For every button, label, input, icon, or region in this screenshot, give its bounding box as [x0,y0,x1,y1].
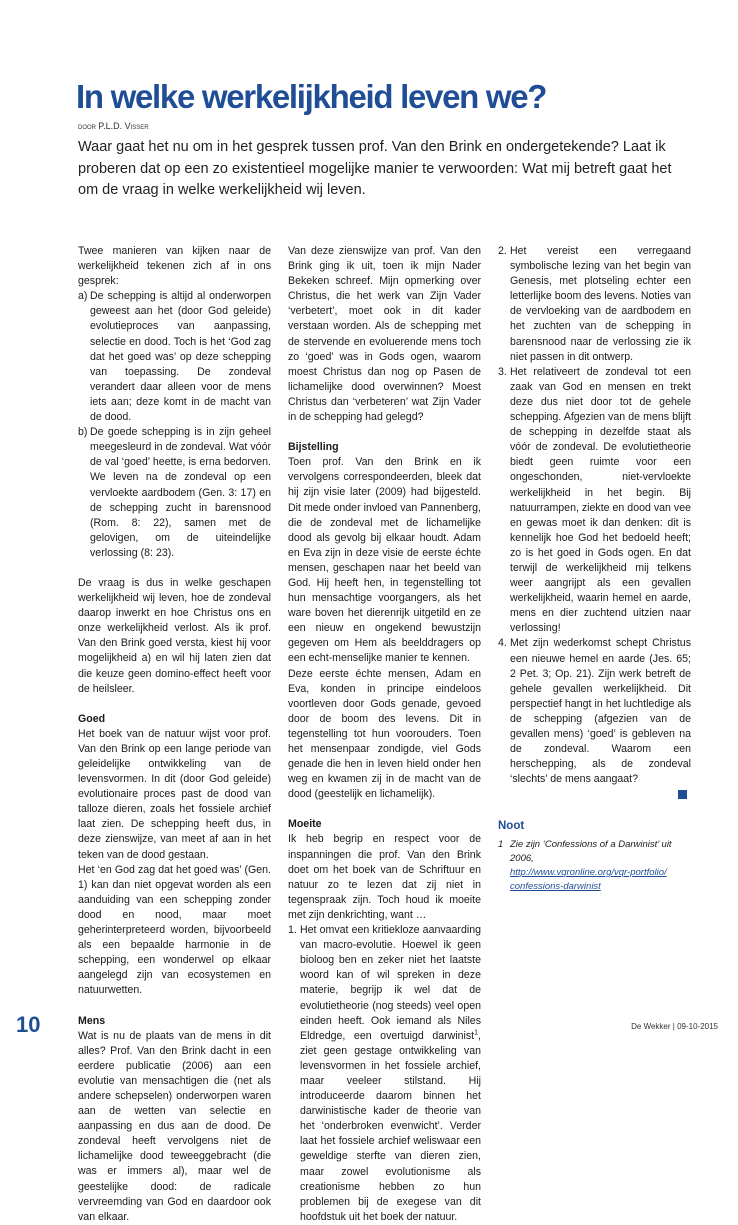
byline-prefix: door [78,122,96,131]
intro-list [78,289,271,561]
footnote-link[interactable]: confessions-darwinist [510,880,601,892]
mens-paragraph-1: Wat is nu de plaats van de mens in dit alles? Prof. Van den Brink dacht in een eerdere publicatie (2006) aan een evolutie van mensachtigen die (net als andere schepselen) onderworpen waren aan de wetten van selectie en aanpassing en dus aan de dood. De zondeval heeft vervolgens niet de lichamelijke dood teweeggebracht (die was er immers al), maar wel de geestelijke dood: de radicale vervreemding van God en daardoor ook van elkaar. [78,1029,271,1223]
list-marker: b) [78,426,88,439]
goed-paragraph-2: Het ‘en God zag dat het goed was’ (Gen. 1) kan dan niet opgevat worden als een aanduiding van een schepping zonder dood en nood, maar moet geherinterpreteerd worden, bijvoorbeeld als een bepaalde harmonie in de schepping, een wonderwel op elkaar aangelegd zijn van ecosystemen en natuurwetten. [78,863,271,997]
lead-paragraph: Waar gaat het nu om in het gesprek tussen prof. Van den Brink en ondergetekende? Laat ik proberen dat op een zo existentieel mogelijke manier te verwoorden: Wat mij betreft gaat het om de vraag in welke werkelijkheid wij leven. [78,139,672,198]
column-3 [498,244,691,894]
moeite-list-start [288,923,481,1223]
list-marker: 1. [288,924,297,937]
list-item-text: Met zijn wederkomst schept Christus een nieuwe hemel en aarde (Jes. 65; 2 Pet. 3; Op. 21). Zijn werk betreft de gehele gevallen werkelijkheid. Dit perspectief hangt in het luchtledige als de schepping (afgezien van de gevallen mens) ‘goed’ is gebleven na de zondeval. Waarom een herschepping, als de zondeval ‘slechts’ de mens aangaat? [510,637,691,786]
byline [78,121,149,131]
footnote [498,838,691,893]
section-heading-moeite: Moeite [288,818,322,831]
list-marker: 4. [498,637,507,650]
byline-author: P.L.D. Visser [98,121,149,131]
page-number: 10 [16,1012,41,1037]
list-item-text: , ziet geen gestage ontwikkeling van levensvormen in het fossiele archief, maar veeleer stilstand. Hij introduceerde daarom binnen het darwinistische kader de theorie van het ‘onderbroken evenwicht’. Verder laat het fossiele archief weliswaar een geweldige sterfte van dieren zien, maar zowel evolutionisme als creationisme hebben zo hun problemen bij de exegese van dit hoofdstuk uit het boek der natuur. [300,1029,481,1223]
list-item-text: Het relativeert de zondeval tot een zaak van God en mensen en trekt deze dus niet door tot de gehele schepping. Afgezien van de mens blijft de schepping in dezelfde staat als vóór de zondeval. De evolutietheorie biedt geen ruimte voor een ongeschonden, niet-vervloekte werkelijkheid in het begin. Bij natuurrampen, ziekte en dood van vee en gewas moet ik dan denken: dit is kennelijk hoe God het bedoeld heeft; zo is het goed in Gods ogen. En dat terwijl de werkelijkheid mij telkens weer aangrijpt als een gevallen werkelijkheid, waarin hemel en aarde, mens en dier zuchtend uitzien naar verlossing! [510,365,691,635]
list-item [498,244,691,365]
bijstelling-paragraph-1: Toen prof. Van den Brink en ik vervolgens correspondeerden, bleek dat hij zijn visie later (2009) had bijgesteld. Dit mede onder invloed van Pannenberg, die de zondeval met de lichamelijke dood als gevolg bij elkaar houdt. Adam en Eva zijn in deze visie de eerste échte mensen, geschapen naar het beeld van God. Hij heeft hen, in tegenstelling tot hun mensachtige voorgangers, als het ware boven het dierenrijk uitgetild en ze een nieuw en ongekend bewustzijn gegeven om Hem als beelddragers op een echt-menselijke manier te kennen. [288,456,481,665]
footnote-number: 1 [498,839,504,851]
bijstelling-paragraph-2: Deze eerste échte mensen, Adam en Eva, konden in principe eindeloos voortleven door Gods genade, gevoed door de boom des levens. Dit in tegenstelling tot hun voorouders. Toen het mensenpaar zondigde, viel Gods genade die hen in leven hield onder hen weg en kwamen zij in de macht van de dood (geestelijk en lichamelijk). [288,667,481,801]
column-2 [288,244,481,1223]
list-marker: 2. [498,245,507,257]
list-item [498,636,691,787]
list-item-text: Het vereist een verregaand symbolische lezing van het begin van Genesis, met plotseling echter een letterlijke boom des levens. Noties van de vervloeking van de aardbodem en het zuchten van de schepping in barensnood naar de verlossing zie ik niet passen in dit ontwerp. [510,245,691,363]
article-title: In welke werkelijkheid leven we? [76,78,547,115]
intro-text: Twee manieren van kijken naar de werkelijkheid tekenen zich af in ons gesprek: [78,245,271,288]
column-1 [78,244,271,1223]
list-item-text: De goede schepping is in zijn geheel meegesleurd in de zondeval. Wat vóór de val ‘goed’ heette, is erna bedorven. We leven na de zondeval op een vervloekte aardbodem (Gen. 3: 17) en de schepping zucht in barensnood (Rom. 8: 22), samen met de gelovigen, om de uiteindelijke verlossing (8: 23). [90,426,271,559]
goed-paragraph-1: Het boek van de natuur wijst voor prof. Van den Brink op een lange periode van geleidelijke ontwikkeling van de levensvormen. In dit (door God geleide) evolutionaire proces past de dood van talloze dieren, zoals het fossiele archief laat zien. De schepping heeft dus, in deze zienswijze, van meet af aan in het teken van de dood gestaan. [78,727,271,861]
question-paragraph: De vraag is dus in welke geschapen werkelijkheid wij leven, hoe de zondeval daarop inwerkt en hoe Christus ons en onze werkelijkheid verlost. Als ik prof. Van den Brink goed versta, kiest hij voor mogelijkheid a) en wil hij laten zien dat die keuze geen domino-effect heeft voor de heilsleer. [78,576,271,695]
moeite-list [498,244,691,787]
section-heading-goed: Goed [78,712,106,725]
list-marker: 3. [498,365,507,378]
footnote-link[interactable]: http://www.vqronline.org/vqr-portfolio/ [510,867,667,879]
list-item [78,425,271,561]
footnote-ref[interactable]: 1 [474,1029,479,1037]
moeite-paragraph-1: Ik heb begrip en respect voor de inspanningen die prof. Van den Brink doet om het boek van de Schriftuur en natuur zo te lezen dat zij niet in tegenspraak zijn. Toch houd ik moeite met zijn denkrichting, want … [288,833,481,921]
end-mark-icon [678,790,687,799]
noot-heading: Noot [498,820,525,833]
list-item [498,365,691,637]
section-heading-bijstelling: Bijstelling [288,441,339,454]
mens-paragraph-2: Van deze zienswijze van prof. Van den Brink ging ik uit, toen ik mijn Nader Bekeken schreef. Mijn opmerking over Christus, die het werk van Zijn Vader ‘verbetert’, moet ook in dit kader verstaan worden. Als de schepping met de stervende en evoluerende mens toch zo ‘goed’ was in Gods ogen, waarom moest Christus dan nog op Pasen de lichamelijke dood overwinnen? Moest Christus dan ‘verbeteren’ wat Zijn Vader in de schepping had gelegd? [288,245,481,424]
list-item-text: De schepping is altijd al onderworpen geweest aan het (door God geleide) evolutieproces van aanpassing, selectie en dood. Toch is het ‘God zag dat het goed was’ op deze schepping van toepassing. De zondeval verandert daar alleen voor de mens iets aan; deze komt in de macht van de dood. [90,290,271,424]
list-item [288,923,481,1223]
list-item [78,289,271,425]
publication-footer: De Wekker | 09-10-2015 [631,1022,718,1031]
section-heading-mens: Mens [78,1014,106,1027]
footnote-text: Zie zijn ‘Confessions of a Darwinist’ uit 2006, [510,839,672,865]
list-marker: a) [78,290,88,303]
list-item-text: Het omvat een kritiekloze aanvaarding van macro-evolutie. Hoewel ik geen bioloog ben en zeker niet het laatste woord kan of wil spreken in deze materie, begrijp ik wel dat de evolutietheorie (nog steeds) veel open einden heeft. Ook iemand als Niles Eldredge, een overtuigd darwinist [300,924,481,1042]
